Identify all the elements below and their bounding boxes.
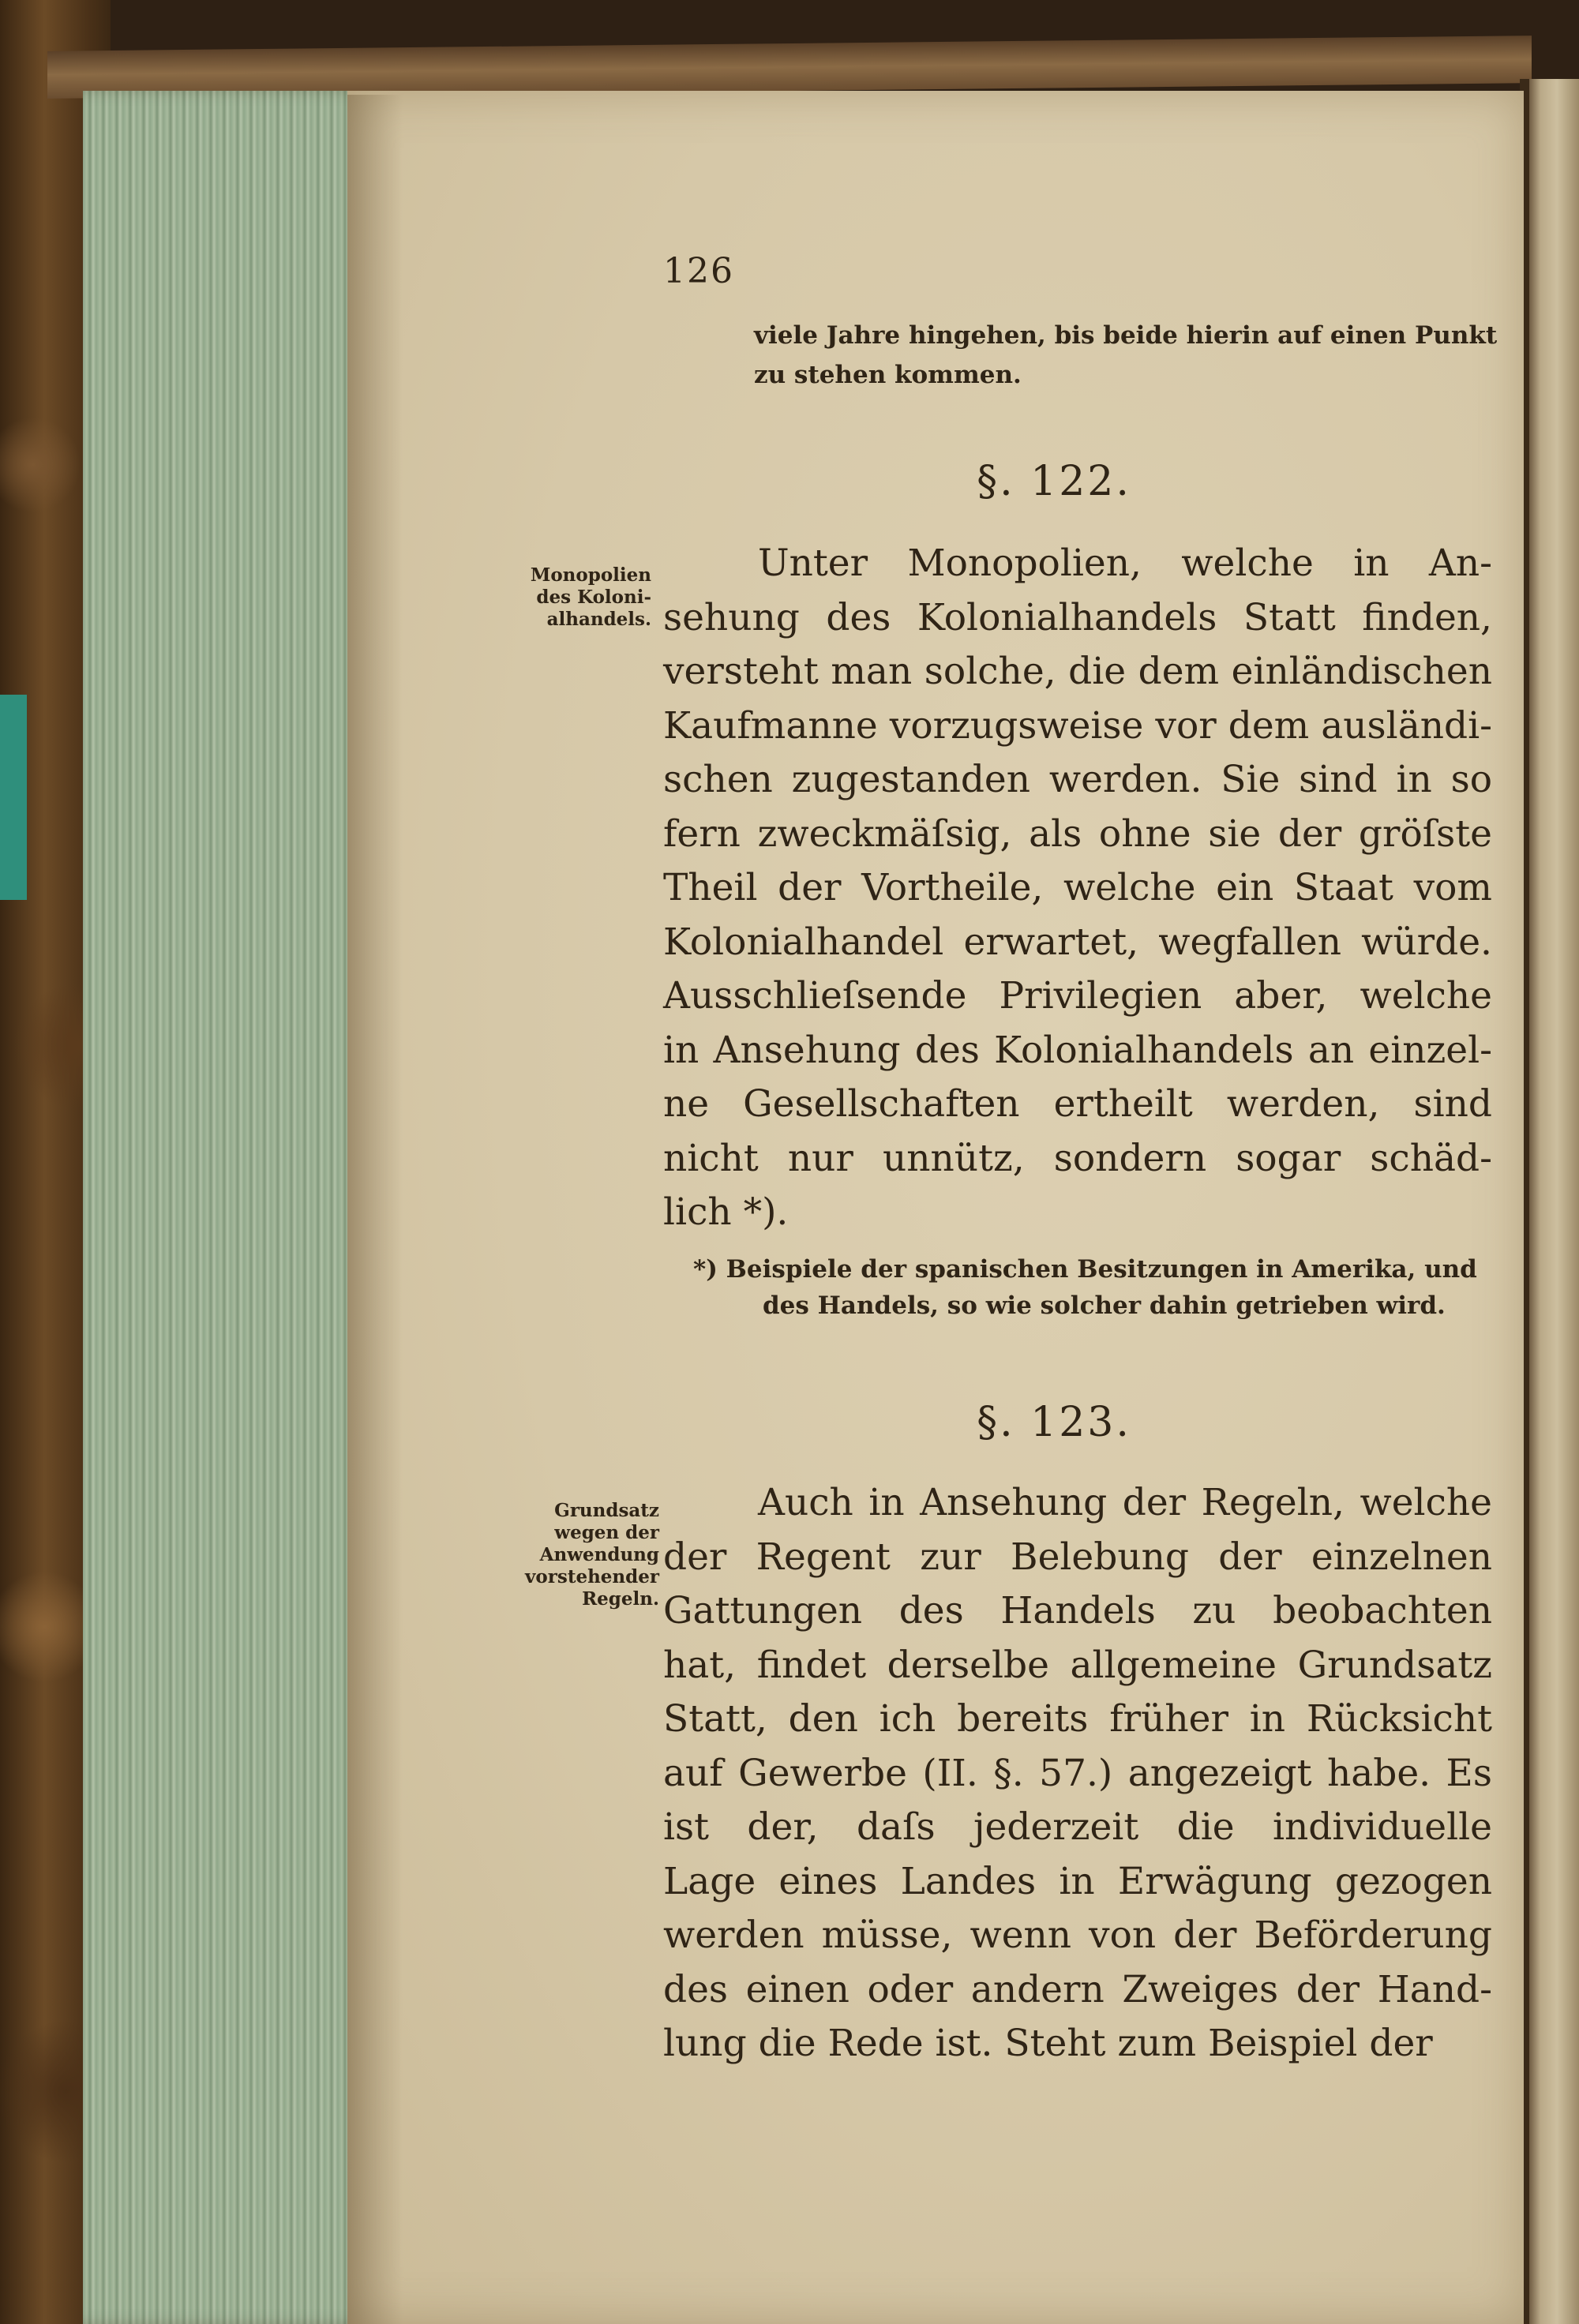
carryover-text <box>754 316 1498 395</box>
text-line: nicht nur unnütz, sondern sogar schäd- <box>663 1136 1492 1180</box>
text-line: Gattungen des Handels zu beobachten <box>663 1589 1492 1632</box>
sidenote-line: Monopolien <box>530 564 651 586</box>
facing-page-edge <box>1524 79 1579 2324</box>
sidenote-line: alhandels. <box>546 609 651 630</box>
text-line: sehung des Kolonialhandels Statt finden, <box>663 595 1492 639</box>
section-heading-122: §. 122. <box>977 458 1131 505</box>
section-122-body <box>663 537 1492 1240</box>
text-line: Lage eines Landes in Erwägung gezogen <box>663 1859 1492 1903</box>
carryover-line: zu stehen kommen. <box>754 361 1022 389</box>
sidenote-line: Grundsatz <box>554 1500 659 1521</box>
text-line: versteht man solche, die dem einländischen <box>663 650 1492 693</box>
footnote-line: des Handels, so wie solcher dahin getrieben wird. <box>763 1291 1446 1320</box>
text-line: in Ansehung des Kolonialhandels an einzel- <box>663 1028 1492 1072</box>
text-line: des einen oder andern Zweiges der Hand- <box>663 1967 1492 2011</box>
text-line: ist der, daſs jederzeit die individuelle <box>663 1805 1492 1849</box>
sidenote-line: vorstehender <box>525 1566 659 1587</box>
sidenote-line: wegen der <box>554 1522 659 1543</box>
text-line: auf Gewerbe (II. §. 57.) angezeigt habe. Es <box>663 1751 1492 1795</box>
text-line: Kolonialhandel erwartet, wegfallen würde. <box>663 920 1492 964</box>
section-heading-123: §. 123. <box>977 1399 1131 1446</box>
footnote <box>693 1251 1491 1324</box>
sidenote-line: Regeln. <box>582 1588 659 1610</box>
text-line: Ausschlieſsende Privilegien aber, welche <box>663 974 1492 1018</box>
text-line: Auch in Ansehung der Regeln, welche <box>758 1481 1492 1524</box>
sidenote-line: des Koloni- <box>536 587 651 608</box>
text-line: Kaufmanne vorzugsweise vor dem ausländi- <box>663 703 1492 748</box>
text-line: der Regent zur Belebung der einzelnen <box>663 1535 1492 1579</box>
page-edges <box>83 91 379 2324</box>
text-line: hat, findet derselbe allgemeine Grundsatz <box>663 1643 1492 1687</box>
text-line: Theil der Vortheile, welche ein Staat vom <box>663 866 1492 909</box>
background-strip <box>0 695 27 900</box>
page-gutter <box>347 95 403 2324</box>
text-line: Statt, den ich bereits früher in Rücksicht <box>663 1697 1492 1741</box>
text-line: schen zugestanden werden. Sie sind in so <box>663 758 1492 801</box>
sidenote-line: Anwendung <box>539 1544 659 1565</box>
book-top-board <box>47 36 1532 99</box>
sidenote-grundsatz <box>525 1500 659 1610</box>
text-line: lich *). <box>663 1190 789 1234</box>
text-line: fern zweckmäſsig, als ohne sie der gröſste <box>663 812 1492 856</box>
text-line: werden müsse, wenn von der Beförderung <box>663 1914 1492 1957</box>
carryover-line: viele Jahre hingehen, bis beide hierin auf einen Punkt <box>754 321 1498 350</box>
section-123-body <box>663 1476 1492 2071</box>
text-line: lung die Rede ist. Steht zum Beispiel der <box>663 2022 1433 2065</box>
footnote-line: *) Beispiele der spanischen Besitzungen in Amerika, und <box>693 1255 1477 1284</box>
page-number: 126 <box>663 251 734 291</box>
text-line: Unter Monopolien, welche in An- <box>758 542 1492 585</box>
text-line: ne Gesellschaften ertheilt werden, sind <box>663 1082 1492 1126</box>
sidenote-monopolien <box>517 564 651 631</box>
